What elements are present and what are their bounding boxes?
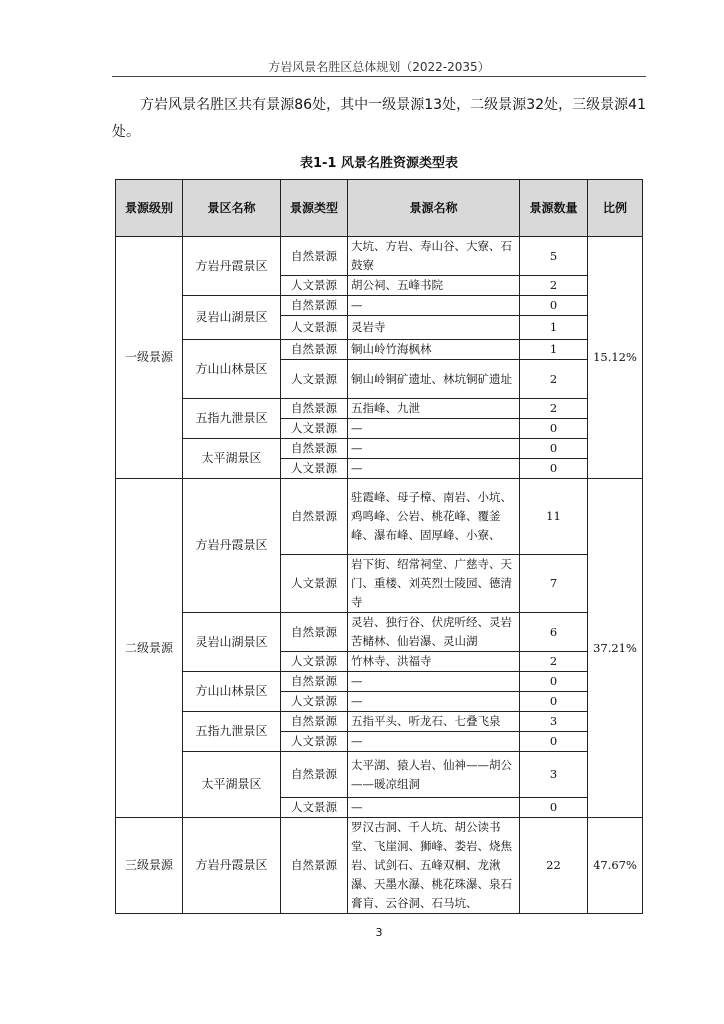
- col-header-level: 景源级别: [116, 180, 183, 237]
- count-cell: 6: [520, 613, 588, 652]
- area-cell: 方山山林景区: [183, 672, 281, 712]
- type-cell: 自然景源: [281, 237, 348, 276]
- count-cell: 3: [520, 712, 588, 732]
- resource-type-table: [115, 179, 643, 914]
- names-cell: —: [348, 732, 520, 752]
- type-cell: 人文景源: [281, 360, 348, 399]
- names-cell: —: [348, 798, 520, 818]
- area-cell: 太平湖景区: [183, 752, 281, 818]
- count-cell: 0: [520, 798, 588, 818]
- area-cell: 方岩丹霞景区: [183, 479, 281, 613]
- area-cell: 方岩丹霞景区: [183, 818, 281, 914]
- table-row: [116, 752, 643, 798]
- type-cell: 人文景源: [281, 798, 348, 818]
- names-cell: 铜山岭竹海枫林: [348, 340, 520, 360]
- type-cell: 自然景源: [281, 613, 348, 652]
- names-cell: 灵岩、独行谷、伏虎听经、灵岩苦槠林、仙岩瀑、灵山湖: [348, 613, 520, 652]
- ratio-cell: 37.21%: [588, 479, 643, 818]
- page-number: 3: [375, 926, 383, 939]
- table-row: [116, 340, 643, 360]
- count-cell: 5: [520, 237, 588, 276]
- ratio-cell: 47.67%: [588, 818, 643, 914]
- area-cell: 灵岩山湖景区: [183, 296, 281, 340]
- names-cell: 太平湖、猿人岩、仙神——胡公——暖凉组洞: [348, 752, 520, 798]
- names-cell: 胡公祠、五峰书院: [348, 276, 520, 296]
- names-cell: 铜山岭铜矿遗址、林坑铜矿遗址: [348, 360, 520, 399]
- table-caption: 表1-1 风景名胜资源类型表: [299, 156, 458, 171]
- count-cell: 1: [520, 316, 588, 340]
- level-cell: 二级景源: [116, 479, 183, 818]
- type-cell: 人文景源: [281, 459, 348, 479]
- type-cell: 自然景源: [281, 752, 348, 798]
- resource-table-wrapper: [115, 179, 643, 914]
- table-row: [116, 237, 643, 276]
- names-cell: 灵岩寺: [348, 316, 520, 340]
- area-cell: 五指九泄景区: [183, 399, 281, 439]
- area-cell: 方山山林景区: [183, 340, 281, 399]
- count-cell: 0: [520, 732, 588, 752]
- type-cell: 自然景源: [281, 818, 348, 914]
- count-cell: 2: [520, 399, 588, 419]
- table-row: [116, 296, 643, 316]
- table-row: [116, 672, 643, 692]
- intro-paragraph: 方岩风景名胜区共有景源86处，其中一级景源13处，二级景源32处，三级景源41处。: [112, 97, 646, 140]
- area-cell: 太平湖景区: [183, 439, 281, 479]
- table-row: [116, 818, 643, 914]
- names-cell: 岩下街、绍常祠堂、广慈寺、天门、重楼、刘英烈士陵园、德清寺: [348, 555, 520, 613]
- col-header-count: 景源数量: [520, 180, 588, 237]
- table-row: [116, 613, 643, 652]
- names-cell: 罗汉古洞、千人坑、胡公读书堂、飞崖洞、狮峰、娄岩、烧焦岩、试剑石、五峰双桐、龙湫瀑、天墨水瀑、桃花珠瀑、泉石膏肓、云谷洞、石马坑、: [348, 818, 520, 914]
- names-cell: 大坑、方岩、寿山谷、大寮、石鼓寮: [348, 237, 520, 276]
- type-cell: 自然景源: [281, 296, 348, 316]
- type-cell: 自然景源: [281, 712, 348, 732]
- count-cell: 0: [520, 672, 588, 692]
- type-cell: 人文景源: [281, 316, 348, 340]
- level-cell: 一级景源: [116, 237, 183, 479]
- col-header-names: 景源名称: [348, 180, 520, 237]
- type-cell: 自然景源: [281, 672, 348, 692]
- count-cell: 2: [520, 652, 588, 672]
- names-cell: 驻霞峰、母子樟、南岩、小坑、鸡鸣峰、公岩、桃花峰、覆釜峰、瀑布峰、固厚峰、小寮、: [348, 479, 520, 555]
- names-cell: —: [348, 692, 520, 712]
- col-header-ratio: 比例: [588, 180, 643, 237]
- type-cell: 自然景源: [281, 479, 348, 555]
- names-cell: —: [348, 459, 520, 479]
- type-cell: 人文景源: [281, 276, 348, 296]
- names-cell: 五指平头、听龙石、七叠飞泉: [348, 712, 520, 732]
- type-cell: 人文景源: [281, 692, 348, 712]
- table-row: [116, 712, 643, 732]
- type-cell: 自然景源: [281, 340, 348, 360]
- names-cell: —: [348, 296, 520, 316]
- table-header-row: [116, 180, 643, 237]
- type-cell: 人文景源: [281, 555, 348, 613]
- type-cell: 人文景源: [281, 732, 348, 752]
- count-cell: 11: [520, 479, 588, 555]
- count-cell: 0: [520, 692, 588, 712]
- area-cell: 五指九泄景区: [183, 712, 281, 752]
- table-row: [116, 399, 643, 419]
- type-cell: 自然景源: [281, 399, 348, 419]
- count-cell: 3: [520, 752, 588, 798]
- names-cell: —: [348, 439, 520, 459]
- count-cell: 0: [520, 296, 588, 316]
- names-cell: —: [348, 672, 520, 692]
- count-cell: 22: [520, 818, 588, 914]
- header-rule: [112, 76, 646, 77]
- names-cell: 五指峰、九泄: [348, 399, 520, 419]
- names-cell: 竹林寺、洪福寺: [348, 652, 520, 672]
- count-cell: 0: [520, 459, 588, 479]
- ratio-cell: 15.12%: [588, 237, 643, 479]
- col-header-area: 景区名称: [183, 180, 281, 237]
- count-cell: 0: [520, 439, 588, 459]
- type-cell: 人文景源: [281, 419, 348, 439]
- count-cell: 1: [520, 340, 588, 360]
- table-row: [116, 479, 643, 555]
- names-cell: —: [348, 419, 520, 439]
- area-cell: 灵岩山湖景区: [183, 613, 281, 672]
- col-header-type: 景源类型: [281, 180, 348, 237]
- type-cell: 自然景源: [281, 439, 348, 459]
- table-row: [116, 439, 643, 459]
- running-header: 方岩风景名胜区总体规划（2022-2035）: [268, 60, 490, 74]
- count-cell: 7: [520, 555, 588, 613]
- count-cell: 2: [520, 276, 588, 296]
- count-cell: 2: [520, 360, 588, 399]
- level-cell: 三级景源: [116, 818, 183, 914]
- count-cell: 0: [520, 419, 588, 439]
- type-cell: 人文景源: [281, 652, 348, 672]
- area-cell: 方岩丹霞景区: [183, 237, 281, 296]
